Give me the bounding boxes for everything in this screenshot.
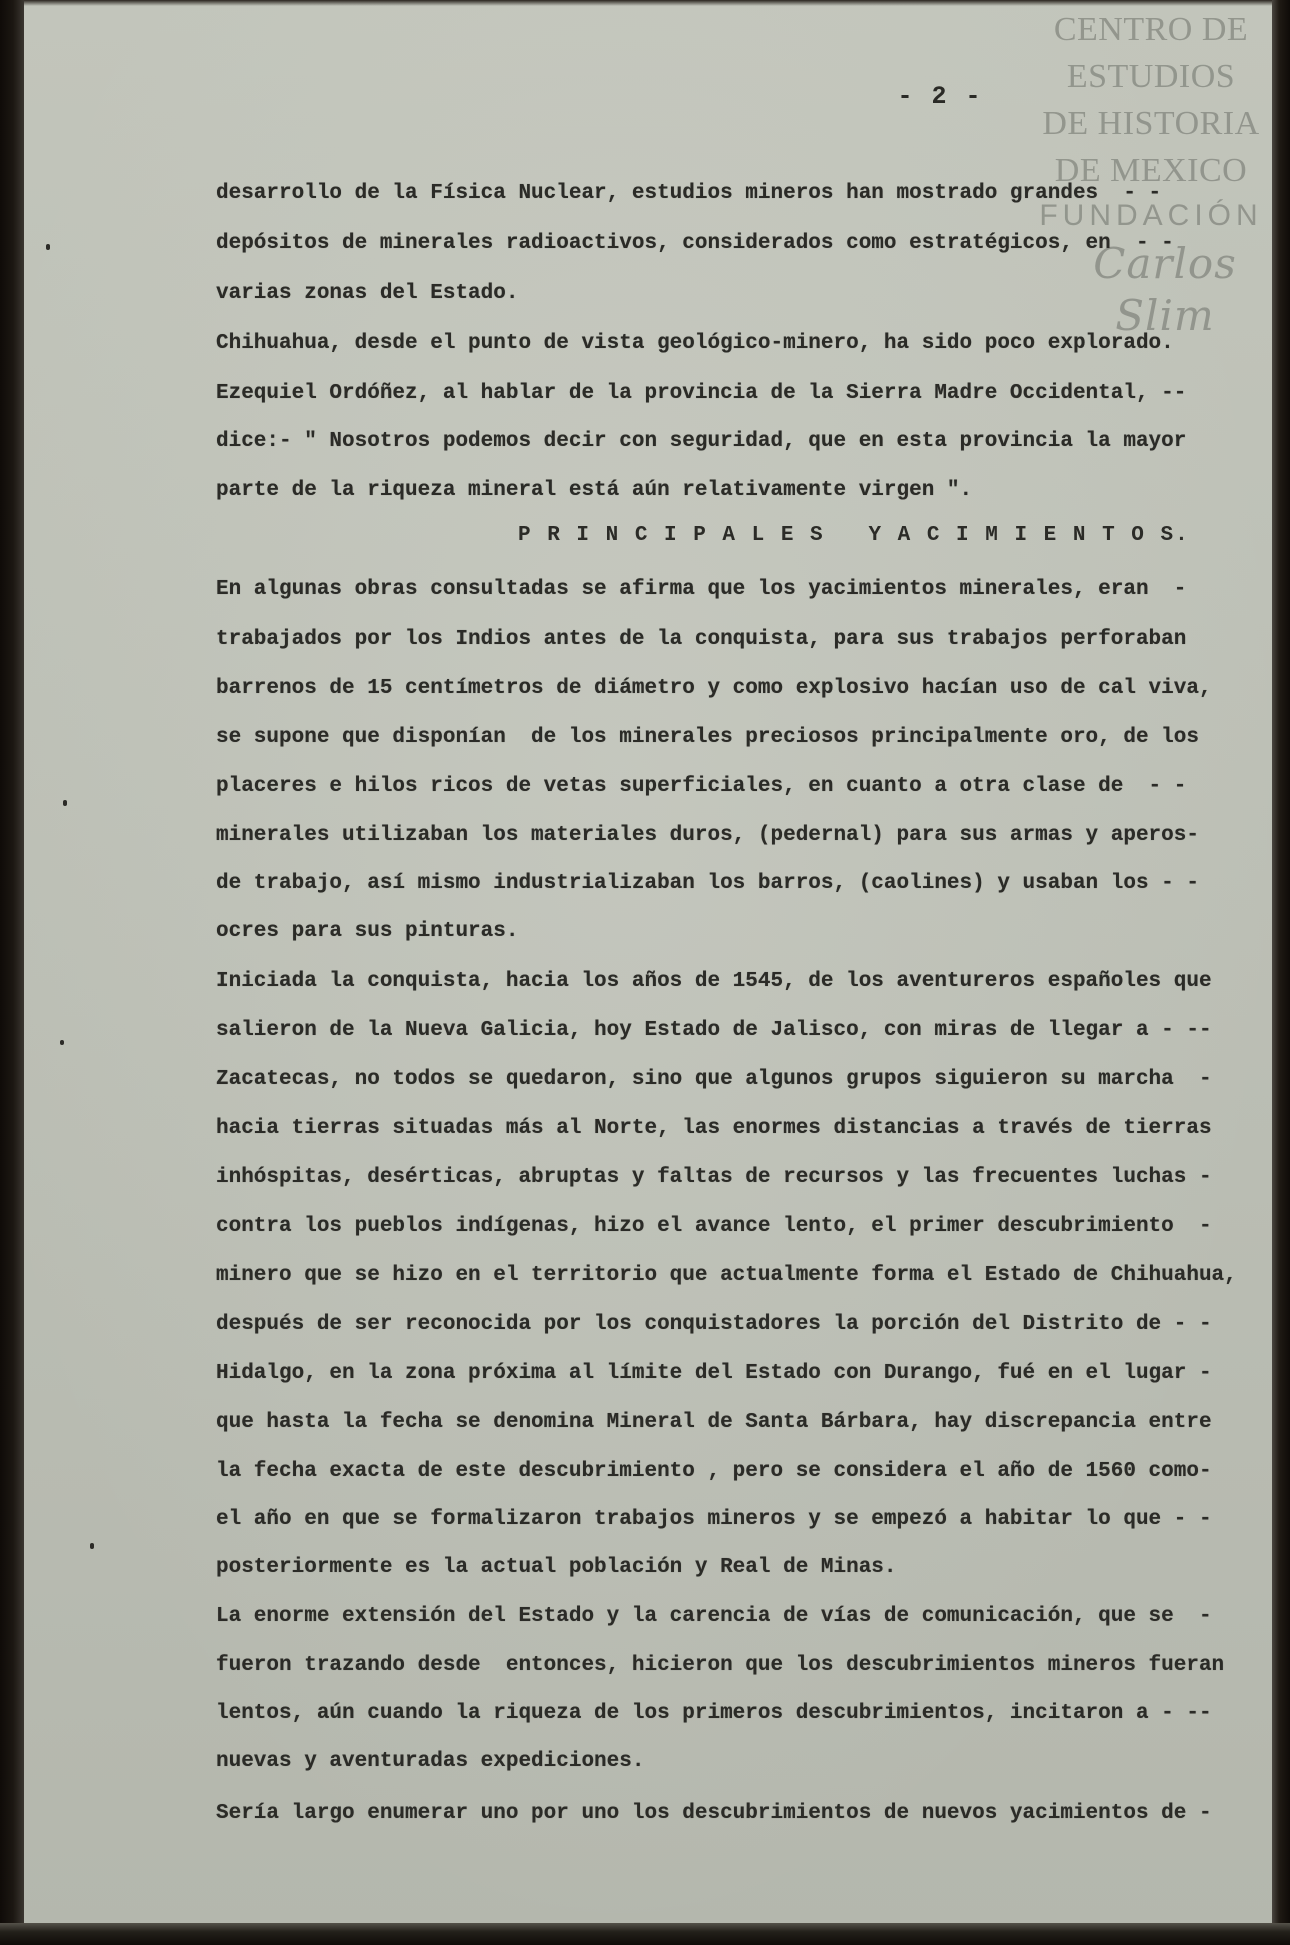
typed-line: Hidalgo, en la zona próxima al límite del Estado con Durango, fué en el lugar - (216, 1362, 1212, 1385)
typed-line: Iniciada la conquista, hacia los años de 1545, de los aventureros españoles que (216, 970, 1212, 993)
typed-line: minero que se hizo en el territorio que actualmente forma el Estado de Chihuahua, (216, 1264, 1237, 1287)
typed-line: se supone que disponían de los minerales preciosos principalmente oro, de los (216, 726, 1199, 749)
typed-line: Ezequiel Ordóñez, al hablar de la provincia de la Sierra Madre Occidental, -- (216, 382, 1187, 405)
typed-line: depósitos de minerales radioactivos, considerados como estratégicos, en - - (216, 232, 1174, 255)
film-border-bottom (0, 1923, 1290, 1945)
typed-line: ocres para sus pinturas. (216, 920, 519, 943)
typed-line: trabajados por los Indios antes de la conquista, para sus trabajos perforaban (216, 628, 1187, 651)
dust-speck (63, 800, 67, 806)
typed-line: Chihuahua, desde el punto de vista geológico-minero, ha sido poco explorado. (216, 332, 1174, 355)
watermark-institution-line: DE HISTORIA (1042, 105, 1260, 142)
typed-line: varias zonas del Estado. (216, 282, 519, 305)
watermark-institution-line: ESTUDIOS (1066, 58, 1236, 95)
watermark-foundation: FUNDACIÓN (1039, 199, 1263, 232)
watermark (1020, 6, 1282, 342)
typed-line: el año en que se formalizaron trabajos mineros y se empezó a habitar lo que - - (216, 1508, 1212, 1531)
dust-speck (46, 244, 50, 250)
typed-line: inhóspitas, desérticas, abruptas y faltas de recursos y las frecuentes luchas - (216, 1166, 1212, 1189)
typed-line: placeres e hilos ricos de vetas superficiales, en cuanto a otra clase de - - (216, 775, 1187, 798)
typed-line: Sería largo enumerar uno por uno los descubrimientos de nuevos yacimientos de - (216, 1802, 1212, 1825)
typed-line: La enorme extensión del Estado y la carencia de vías de comunicación, que se - (216, 1605, 1212, 1628)
typed-line: barrenos de 15 centímetros de diámetro y como explosivo hacían uso de cal viva, (216, 677, 1212, 700)
typed-line: posteriormente es la actual población y Real de Minas. (216, 1556, 897, 1579)
typed-line: después de ser reconocida por los conquistadores la porción del Distrito de - - (216, 1313, 1212, 1336)
watermark-institution-line: DE MEXICO (1054, 152, 1248, 189)
page-number: - 2 - (897, 82, 983, 111)
dust-speck (60, 1040, 64, 1045)
typed-line: salieron de la Nueva Galicia, hoy Estado de Jalisco, con miras de llegar a - -- (216, 1019, 1212, 1042)
watermark-signature: Carlos Slim (1093, 239, 1237, 340)
typed-line: minerales utilizaban los materiales duros, (pedernal) para sus armas y aperos- (216, 824, 1199, 847)
film-border-left (0, 0, 24, 1945)
typed-line: Zacatecas, no todos se quedaron, sino que algunos grupos siguieron su marcha - (216, 1068, 1212, 1091)
typed-line: que hasta la fecha se denomina Mineral de Santa Bárbara, hay discrepancia entre (216, 1411, 1212, 1434)
section-heading: P R I N C I P A L E S Y A C I M I E N T O S. (518, 524, 1190, 547)
typed-line: nuevas y aventuradas expediciones. (216, 1750, 645, 1773)
typed-line: la fecha exacta de este descubrimiento , pero se considera el año de 1560 como- (216, 1460, 1212, 1483)
typed-line: desarrollo de la Física Nuclear, estudios mineros han mostrado grandes - - (216, 182, 1162, 205)
typed-line: lentos, aún cuando la riqueza de los primeros descubrimientos, incitaron a - -- (216, 1702, 1212, 1725)
typed-line: de trabajo, así mismo industrializaban los barros, (caolines) y usaban los - - (216, 872, 1199, 895)
typed-line: fueron trazando desde entonces, hicieron que los descubrimientos mineros fueran (216, 1654, 1225, 1677)
typed-line: hacia tierras situadas más al Norte, las enormes distancias a través de tierras (216, 1117, 1212, 1140)
watermark-institution-line: CENTRO DE (1053, 11, 1249, 48)
typed-line: dice:- " Nosotros podemos decir con seguridad, que en esta provincia la mayor (216, 430, 1187, 453)
typed-line: parte de la riqueza mineral está aún relativamente virgen ". (216, 479, 973, 502)
typed-line: En algunas obras consultadas se afirma que los yacimientos minerales, eran - (216, 578, 1187, 601)
dust-speck (90, 1543, 94, 1549)
typed-line: contra los pueblos indígenas, hizo el avance lento, el primer descubrimiento - (216, 1215, 1212, 1238)
